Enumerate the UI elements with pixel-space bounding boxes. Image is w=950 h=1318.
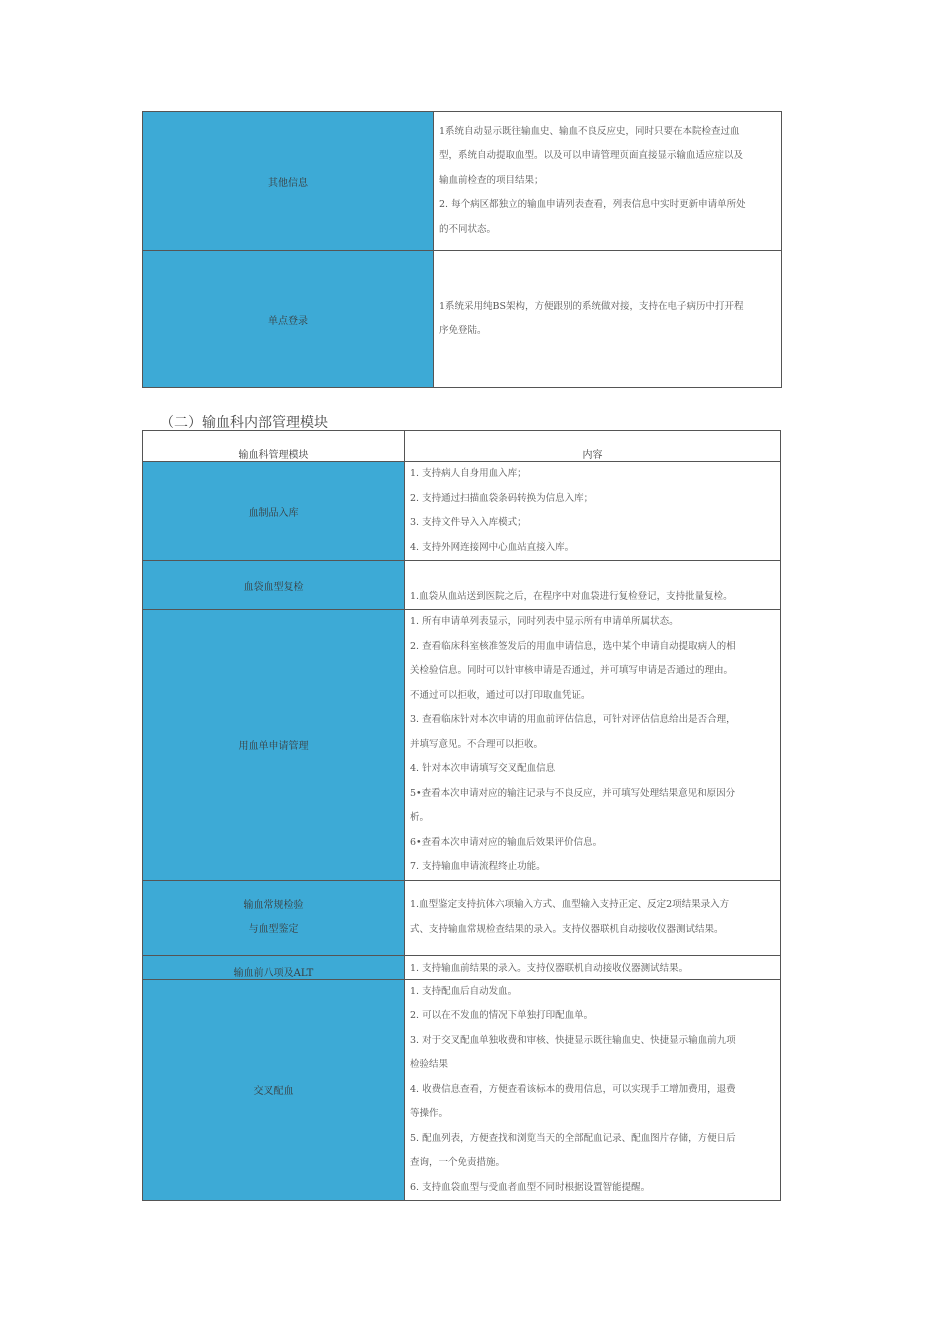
row-label: 单点登录 <box>268 315 308 327</box>
content-line: 1系统采用纯BS架构，方便跟别的系统做对接，支持在电子病历中打开程 <box>439 300 744 312</box>
header-module <box>143 431 405 462</box>
row-label: 血制品入库 <box>248 507 299 519</box>
header-content <box>405 431 781 462</box>
row-content-cell <box>405 561 781 610</box>
header-content-label: 内容 <box>582 450 603 461</box>
content-line: 5•查看本次申请对应的输注记录与不良反应，并可填写处理结果意见和原因分 <box>410 787 736 799</box>
row-label-cell <box>143 979 405 1201</box>
content-line: 型，系统自动提取血型。以及可以申请管理页面直接显示输血适应症以及 <box>439 150 744 162</box>
content-line: 并填写意见。不合理可以拒收。 <box>410 738 544 750</box>
content-line: 1. 所有申请单列表显示，同时列表中显示所有申请单所属状态。 <box>410 616 679 627</box>
row-label: 与血型鉴定 <box>248 923 299 935</box>
row-content-cell <box>405 979 781 1201</box>
content-line: 析。 <box>410 812 430 823</box>
row-label: 血袋血型复检 <box>243 581 304 593</box>
content-line: 3. 支持文件导入入库模式； <box>410 517 527 528</box>
content-line: 6•查看本次申请对应的输血后效果评价信息。 <box>410 836 603 848</box>
content-line: 输血前检查的项目结果； <box>439 174 544 186</box>
content-line: 2. 每个病区都独立的输血申请列表查看，列表信息中实时更新申请单所处 <box>439 199 746 211</box>
table-row <box>143 112 782 251</box>
content-line: 3. 对于交叉配血单独收费和审核、快捷显示既往输血史、快捷显示输血前九项 <box>410 1034 736 1046</box>
content-line: 式、支持输血常规检查结果的录入。支持仪器联机自动接收仪器测试结果。 <box>410 923 724 935</box>
row-content-cell <box>405 955 781 979</box>
row-content-cell <box>434 112 782 251</box>
content-line: 4. 收费信息查看，方便查看该标本的费用信息，可以实现手工增加费用，退费 <box>410 1083 736 1095</box>
content-line: 等操作。 <box>410 1108 449 1119</box>
table-row <box>143 561 781 610</box>
row-label-cell <box>143 880 405 955</box>
content-line: 1. 支持输血前结果的录入。支持仪器联机自动接收仪器测试结果。 <box>410 962 689 974</box>
row-label-cell <box>143 112 434 251</box>
info-table <box>142 111 782 388</box>
row-content-cell <box>405 610 781 881</box>
content-line: 的不同状态。 <box>439 223 497 235</box>
row-label: 输血前八项及ALT <box>233 967 314 979</box>
table-row <box>143 955 781 979</box>
content-line: 1系统自动显示既往输血史、输血不良反应史，同时只要在本院检查过血 <box>439 125 740 137</box>
row-label-cell <box>143 462 405 561</box>
row-label: 输血常规检验 <box>243 899 304 911</box>
table-header-row <box>143 431 781 462</box>
content-line: 2. 查看临床科室核准签发后的用血申请信息，选中某个申请自动提取病人的相 <box>410 640 736 652</box>
content-line: 1. 支持病人自身用血入库； <box>410 468 527 479</box>
row-label-cell <box>143 610 405 881</box>
row-content-cell <box>405 880 781 955</box>
content-line: 2. 支持通过扫描血袋条码转换为信息入库； <box>410 492 594 504</box>
row-content-cell <box>405 462 781 561</box>
table-row <box>143 462 781 561</box>
row-label-cell <box>143 251 434 388</box>
content-line: 1.血型鉴定支持抗体六项输入方式、血型输入支持正定、反定2项结果录入方 <box>410 899 730 910</box>
content-line: 序免登陆。 <box>439 325 487 336</box>
content-line: 3. 查看临床针对本次申请的用血前评估信息，可针对评估信息给出是否合理， <box>410 714 736 725</box>
content-line: 5. 配血列表，方便查找和浏览当天的全部配血记录、配血图片存储，方便日后 <box>410 1132 736 1144</box>
header-module-label: 输血科管理模块 <box>238 450 309 461</box>
content-line: 2. 可以在不发血的情况下单独打印配血单。 <box>410 1010 594 1021</box>
content-line: 不通过可以拒收，通过可以打印取血凭证。 <box>410 689 591 701</box>
content-line: 检验结果 <box>410 1059 449 1070</box>
content-line: 6. 支持血袋血型与受血者血型不同时根据设置智能提醒。 <box>410 1181 651 1193</box>
row-label: 用血单申请管理 <box>238 741 309 753</box>
content-line: 7. 支持输血申请流程终止功能。 <box>410 861 546 872</box>
content-line: 4. 针对本次申请填写交叉配血信息 <box>410 763 556 774</box>
table-row <box>143 610 781 881</box>
row-label: 交叉配血 <box>253 1086 294 1098</box>
content-line: 1.血袋从血站送到医院之后，在程序中对血袋进行复检登记，支持批量复检。 <box>410 590 733 602</box>
row-label: 其他信息 <box>268 177 308 189</box>
section-title: （二）输血科内部管理模块 <box>160 415 328 431</box>
content-line: 4. 支持外网连接网中心血站直接入库。 <box>410 541 575 553</box>
module-table <box>142 430 781 1201</box>
row-label-cell <box>143 955 405 979</box>
row-content-cell <box>434 251 782 388</box>
table-row <box>143 251 782 388</box>
table-row <box>143 880 781 955</box>
row-label-cell <box>143 561 405 610</box>
content-line: 关检验信息。同时可以针审核申请是否通过，并可填写申请是否通过的理由。 <box>410 665 734 676</box>
content-line: 1. 支持配血后自动发血。 <box>410 985 518 997</box>
table-row <box>143 979 781 1201</box>
content-line: 查询，一个免责措施。 <box>410 1157 506 1168</box>
